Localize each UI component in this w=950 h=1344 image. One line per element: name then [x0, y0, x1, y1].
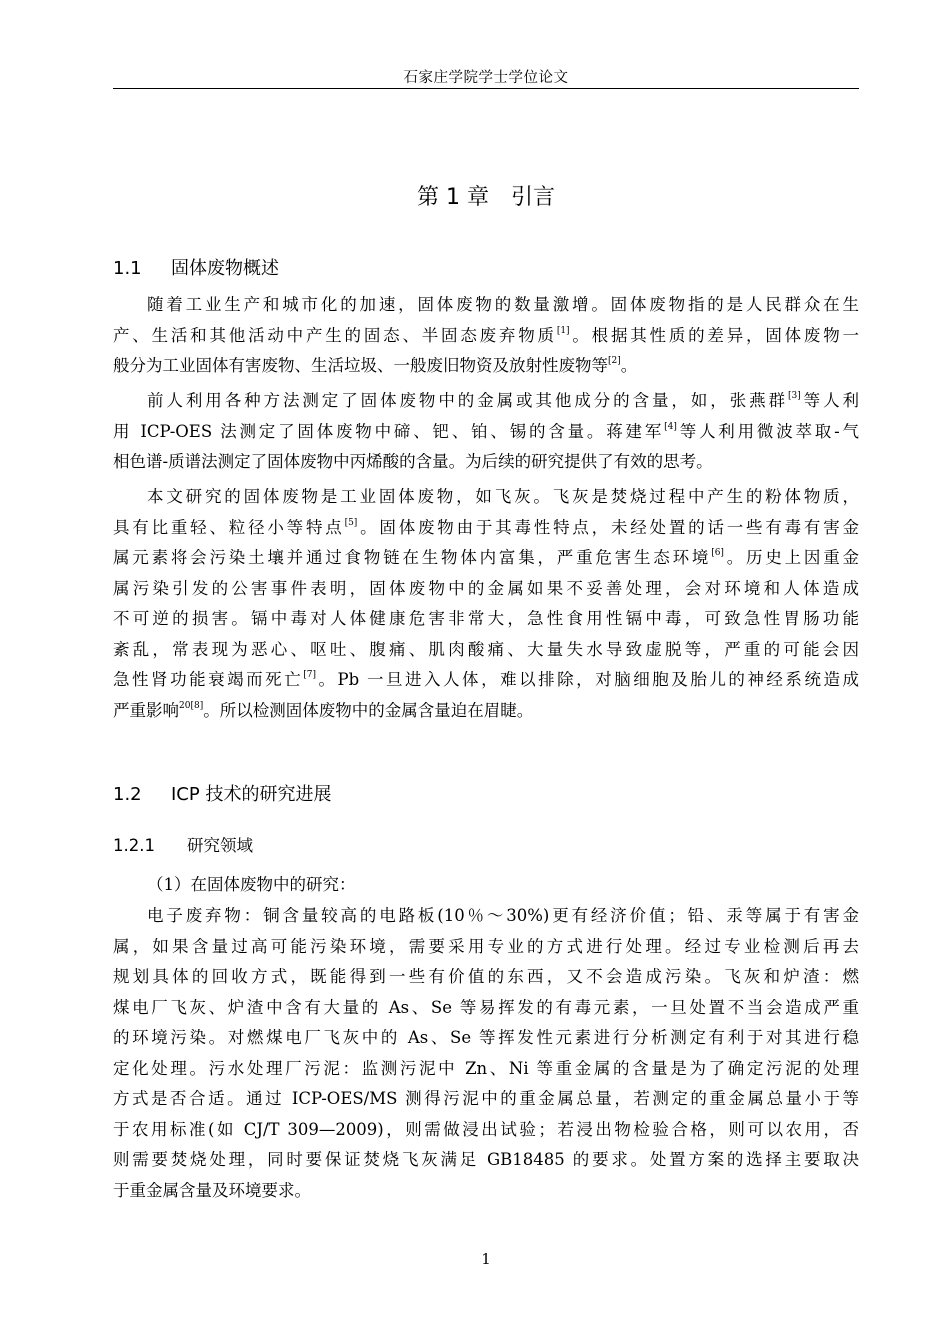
- paragraph-list-intro: [113, 870, 859, 901]
- running-header: 石家庄学院学士学位论文: [403, 70, 569, 86]
- text-line: 属，如果含量过高可能污染环境，需要采用专业的方式进行处理。经过专业检测后再去: [113, 936, 859, 956]
- section-title: ICP 技术的研究进展: [171, 784, 332, 805]
- paragraph-study-subject: [113, 482, 859, 726]
- chapter-name: 引言: [510, 185, 555, 210]
- text-line: 具有比重轻、粒径小等特点[5]。固体废物由于其毒性特点，未经处置的话一些有毒有害金: [113, 517, 860, 537]
- section-heading-1-2: [113, 780, 331, 806]
- citation-ref: [3]: [787, 391, 801, 401]
- citation-ref: [6]: [711, 548, 724, 558]
- section-title: 固体废物概述: [171, 258, 279, 279]
- text-line: 产、生活和其他活动中产生的固态、半固态废弃物质[1]。根据其性质的差异，固体废物一: [113, 325, 860, 345]
- citation-ref: [7]: [303, 670, 316, 680]
- paragraph-solid-waste-research: [113, 901, 859, 1206]
- paragraph-prior-work: [113, 386, 859, 478]
- chapter-title: [113, 180, 859, 211]
- header-rule: [113, 88, 859, 89]
- text-line: 般分为工业固体有害废物、生活垃圾、一般废旧物资及放射性废物等[2]。: [113, 356, 638, 375]
- page-number: 1: [481, 1250, 491, 1268]
- text-line: 定化处理。污水处理厂污泥：监测污泥中 Zn、Ni 等重金属的含量是为了确定污泥的处理: [113, 1058, 859, 1078]
- citation-ref: 20[8]: [179, 700, 204, 711]
- citation-ref: [5]: [344, 517, 358, 528]
- subsection-title: 研究领域: [187, 836, 253, 855]
- citation-ref: [4]: [664, 421, 677, 432]
- chapter-number: 第 1 章: [417, 185, 489, 210]
- subsection-heading-1-2-1: [113, 832, 253, 856]
- text-line: 规划具体的回收方式，既能得到一些有价值的东西，又不会造成污染。飞灰和炉渣：燃: [113, 967, 859, 986]
- text-line: 用 ICP-OES 法测定了固体废物中碲、钯、铂、锡的含量。蒋建军[4]等人利用微波萃取-气: [113, 421, 859, 441]
- text-line: 前人利用各种方法测定了固体废物中的金属或其他成分的含量，如，张燕群[3]等人利: [147, 391, 860, 410]
- text-line: 本文研究的固体废物是工业固体废物，如飞灰。飞灰是焚烧过程中产生的粉体物质，: [147, 487, 859, 506]
- paragraph-overview: [113, 290, 859, 382]
- citation-ref: [2]: [608, 356, 621, 366]
- text-line: 则需要焚烧处理，同时要保证焚烧飞灰满足 GB18485 的要求。处置方案的选择主要取决: [113, 1150, 859, 1169]
- text-line: 煤电厂飞灰、炉渣中含有大量的 As、Se 等易挥发的有毒元素，一旦处置不当会造成严重: [113, 997, 859, 1017]
- text-line: 于重金属含量及环境要求。: [113, 1180, 311, 1200]
- text-line: 随着工业生产和城市化的加速，固体废物的数量激增。固体废物指的是人民群众在生: [147, 295, 859, 314]
- text-line: 不可逆的损害。镉中毒对人体健康危害非常大，急性食用性镉中毒，可致急性胃肠功能: [113, 609, 859, 628]
- section-heading-1-1: [113, 254, 279, 280]
- text-line: 电子废弃物：铜含量较高的电路板(10％～30%)更有经济价值；铅、汞等属于有害金: [147, 906, 859, 925]
- text-line: 方式是否合适。通过 ICP-OES/MS 测得污泥中的重金属总量，若测定的重金属总量小于等: [113, 1089, 859, 1108]
- section-number: 1.2: [113, 784, 142, 805]
- text-line: 急性肾功能衰竭而死亡[7]。Pb 一旦进入人体，难以排除，对脑细胞及胎儿的神经系统造成: [113, 670, 859, 689]
- section-number: 1.1: [113, 258, 142, 279]
- citation-ref: [1]: [556, 325, 570, 336]
- subsection-number: 1.2.1: [113, 836, 155, 855]
- text-line: 属元素将会污染土壤并通过食物链在生物体内富集，严重危害生态环境[6]。历史上因重金: [113, 548, 860, 567]
- text-line: 严重影响$^{20[8]}$。所以检测固体废物中的金属含量迫在眉睫。: [113, 700, 534, 720]
- text-line: （1）在固体废物中的研究：: [147, 875, 356, 894]
- text-line: 相色谱-质谱法测定了固体废物中丙烯酸的含量。为后续的研究提供了有效的思考。: [113, 452, 713, 471]
- text-line: 于农用标准(如 CJ/T 309—2009)，则需做浸出试验；若浸出物检验合格，则可以农用，否: [113, 1119, 859, 1139]
- text-line: 紊乱，常表现为恶心、呕吐、腹痛、肌肉酸痛、大量失水导致虚脱等，严重的可能会因: [113, 639, 859, 659]
- text-line: 的环境污染。对燃煤电厂飞灰中的 As、Se 等挥发性元素进行分析测定有利于对其进行稳: [113, 1028, 859, 1047]
- text-line: 属污染引发的公害事件表明，固体废物中的金属如果不妥善处理，会对环境和人体造成: [113, 578, 859, 598]
